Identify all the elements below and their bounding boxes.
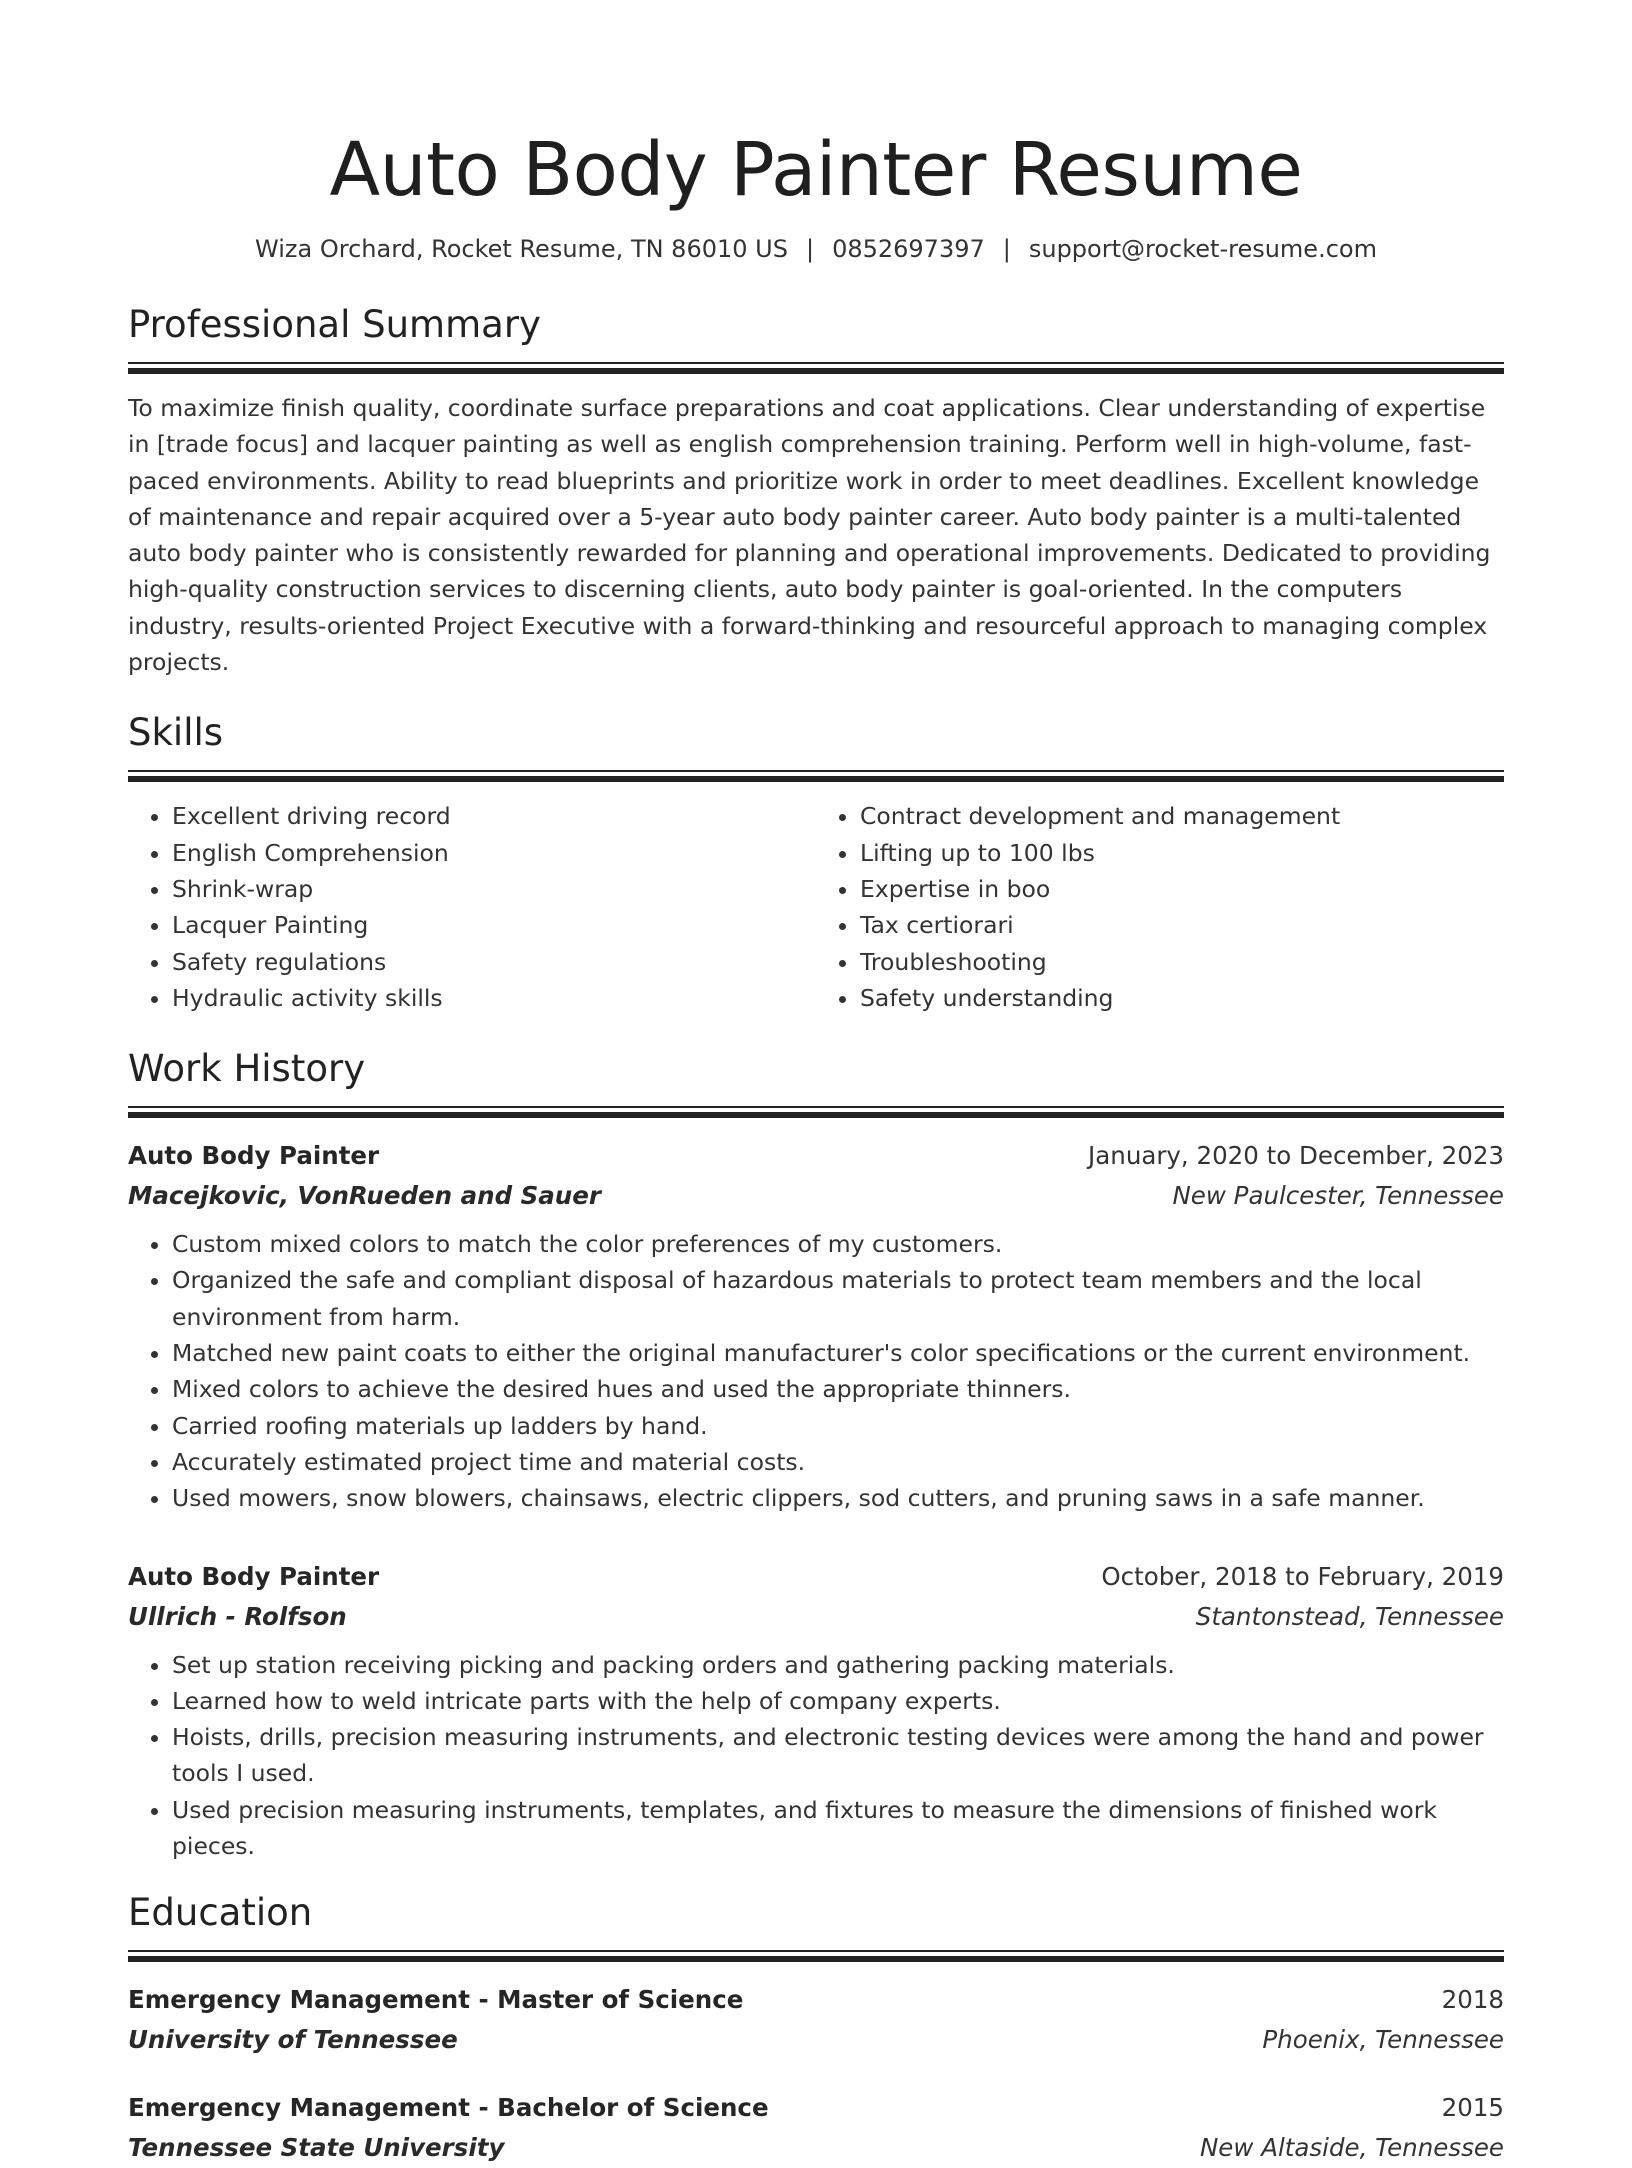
education-section <box>128 1890 1504 2168</box>
education-year: 2015 <box>1441 2093 1504 2123</box>
education-entry <box>128 1980 1504 2060</box>
skill-item: • Tax certiorari <box>860 907 1504 943</box>
education-year: 2018 <box>1441 1985 1504 2015</box>
contact-separator: | <box>805 235 815 263</box>
education-school-row <box>128 2020 1504 2060</box>
job-bullet: • Matched new paint coats to either the original manufacturer's color specifications or the current environment. <box>172 1335 1504 1371</box>
job-bullet: • Used mowers, snow blowers, chainsaws, electric clippers, sod cutters, and pruning saws in a safe manner. <box>172 1480 1504 1516</box>
job-bullet: • Set up station receiving picking and packing orders and gathering packing materials. <box>172 1647 1504 1683</box>
skill-item: • Excellent driving record <box>172 798 816 834</box>
skill-item: • Safety understanding <box>860 980 1504 1016</box>
skill-item: • Hydraulic activity skills <box>172 980 816 1016</box>
contact-address: Wiza Orchard, Rocket Resume, TN 86010 US <box>255 235 788 263</box>
section-divider <box>128 770 1504 782</box>
section-heading-work-history: Work History <box>128 1047 366 1091</box>
education-location: New Altaside, Tennessee <box>1199 2133 1504 2163</box>
section-divider <box>128 1106 1504 1118</box>
job-entry <box>128 1557 1504 1865</box>
contact-email: support@rocket-resume.com <box>1028 235 1377 263</box>
skills-grid <box>128 798 1504 1016</box>
skill-item: • Shrink-wrap <box>172 871 816 907</box>
section-divider <box>128 1950 1504 1962</box>
section-heading-summary: Professional Summary <box>128 303 541 346</box>
job-bullet: • Learned how to weld intricate parts with the help of company experts. <box>172 1683 1504 1719</box>
skill-item: • Safety regulations <box>172 944 816 980</box>
job-location: Stantonstead, Tennessee <box>1195 1601 1504 1631</box>
education-degree: Emergency Management - Master of Science <box>128 1985 744 2015</box>
section-divider <box>128 362 1504 374</box>
education-school-row <box>128 2128 1504 2168</box>
work-history-section <box>128 1046 1504 1864</box>
education-location: Phoenix, Tennessee <box>1262 2025 1504 2055</box>
skills-section <box>128 710 1504 1016</box>
job-entry <box>128 1136 1504 1516</box>
skill-item: • Expertise in boo <box>860 871 1504 907</box>
job-company-row <box>128 1176 1504 1216</box>
job-bullet: • Used precision measuring instruments, templates, and fixtures to measure the dimensions of finished work pieces. <box>172 1792 1504 1865</box>
job-bullet: • Carried roofing materials up ladders by hand. <box>172 1408 1504 1444</box>
skill-item: • Troubleshooting <box>860 944 1504 980</box>
summary-section <box>128 302 1504 680</box>
job-dates: October, 2018 to February, 2019 <box>1101 1561 1504 1591</box>
skill-item: • English Comprehension <box>172 835 816 871</box>
education-school: Tennessee State University <box>128 2133 505 2163</box>
section-heading-education: Education <box>128 1891 313 1935</box>
job-bullet: • Custom mixed colors to match the color preferences of my customers. <box>172 1226 1504 1262</box>
skills-list-left <box>128 798 816 1016</box>
job-header-row <box>128 1136 1504 1176</box>
job-company: Macejkovic, VonRueden and Sauer <box>128 1181 601 1211</box>
contact-phone: 0852697397 <box>832 235 985 263</box>
resume-title: Auto Body Painter Resume <box>329 127 1303 213</box>
education-degree: Emergency Management - Bachelor of Science <box>128 2093 769 2123</box>
job-bullet: • Accurately estimated project time and material costs. <box>172 1444 1504 1480</box>
contact-line <box>128 232 1504 266</box>
job-bullet: • Hoists, drills, precision measuring instruments, and electronic testing devices were among the hand and power tools I used. <box>172 1719 1504 1792</box>
job-title: Auto Body Painter <box>128 1141 380 1171</box>
job-header-row <box>128 1557 1504 1597</box>
skills-list-right <box>816 798 1504 1016</box>
job-bullet: • Mixed colors to achieve the desired hues and used the appropriate thinners. <box>172 1371 1504 1407</box>
education-entry <box>128 2088 1504 2168</box>
education-header-row <box>128 1980 1504 2020</box>
summary-text: To maximize finish quality, coordinate surface preparations and coat applications. Clear understanding of expertise in [trade focus] and lacquer painting as well as english comprehension training. Perform well in high-volume, fast-paced environments. Ability to read blueprints and prioritize work in order to meet deadlines. Excellent knowledge of maintenance and repair acquired over a 5-year auto body painter career. Auto body painter is a multi-talented auto body painter who is consistently rewarded for planning and operational improvements. Dedicated to providing high-quality construction services to discerning clients, auto body painter is goal-oriented. In the computers industry, results-oriented Project Executive with a forward-thinking and resourceful approach to managing complex projects. <box>128 394 1491 677</box>
education-school: University of Tennessee <box>128 2025 458 2055</box>
skill-item: • Lacquer Painting <box>172 907 816 943</box>
job-location: New Paulcester, Tennessee <box>1172 1181 1504 1211</box>
section-heading-skills: Skills <box>128 711 224 755</box>
skill-item: • Contract development and management <box>860 798 1504 834</box>
contact-separator: | <box>1002 235 1011 263</box>
job-bullets <box>128 1226 1504 1516</box>
job-bullet: • Organized the safe and compliant disposal of hazardous materials to protect team members and the local environment from harm. <box>172 1262 1504 1335</box>
skill-item: • Lifting up to 100 lbs <box>860 835 1504 871</box>
job-company: Ullrich - Rolfson <box>128 1601 347 1631</box>
job-company-row <box>128 1597 1504 1637</box>
job-dates: January, 2020 to December, 2023 <box>1088 1141 1504 1171</box>
education-header-row <box>128 2088 1504 2128</box>
job-bullets <box>128 1647 1504 1865</box>
job-title: Auto Body Painter <box>128 1561 380 1591</box>
